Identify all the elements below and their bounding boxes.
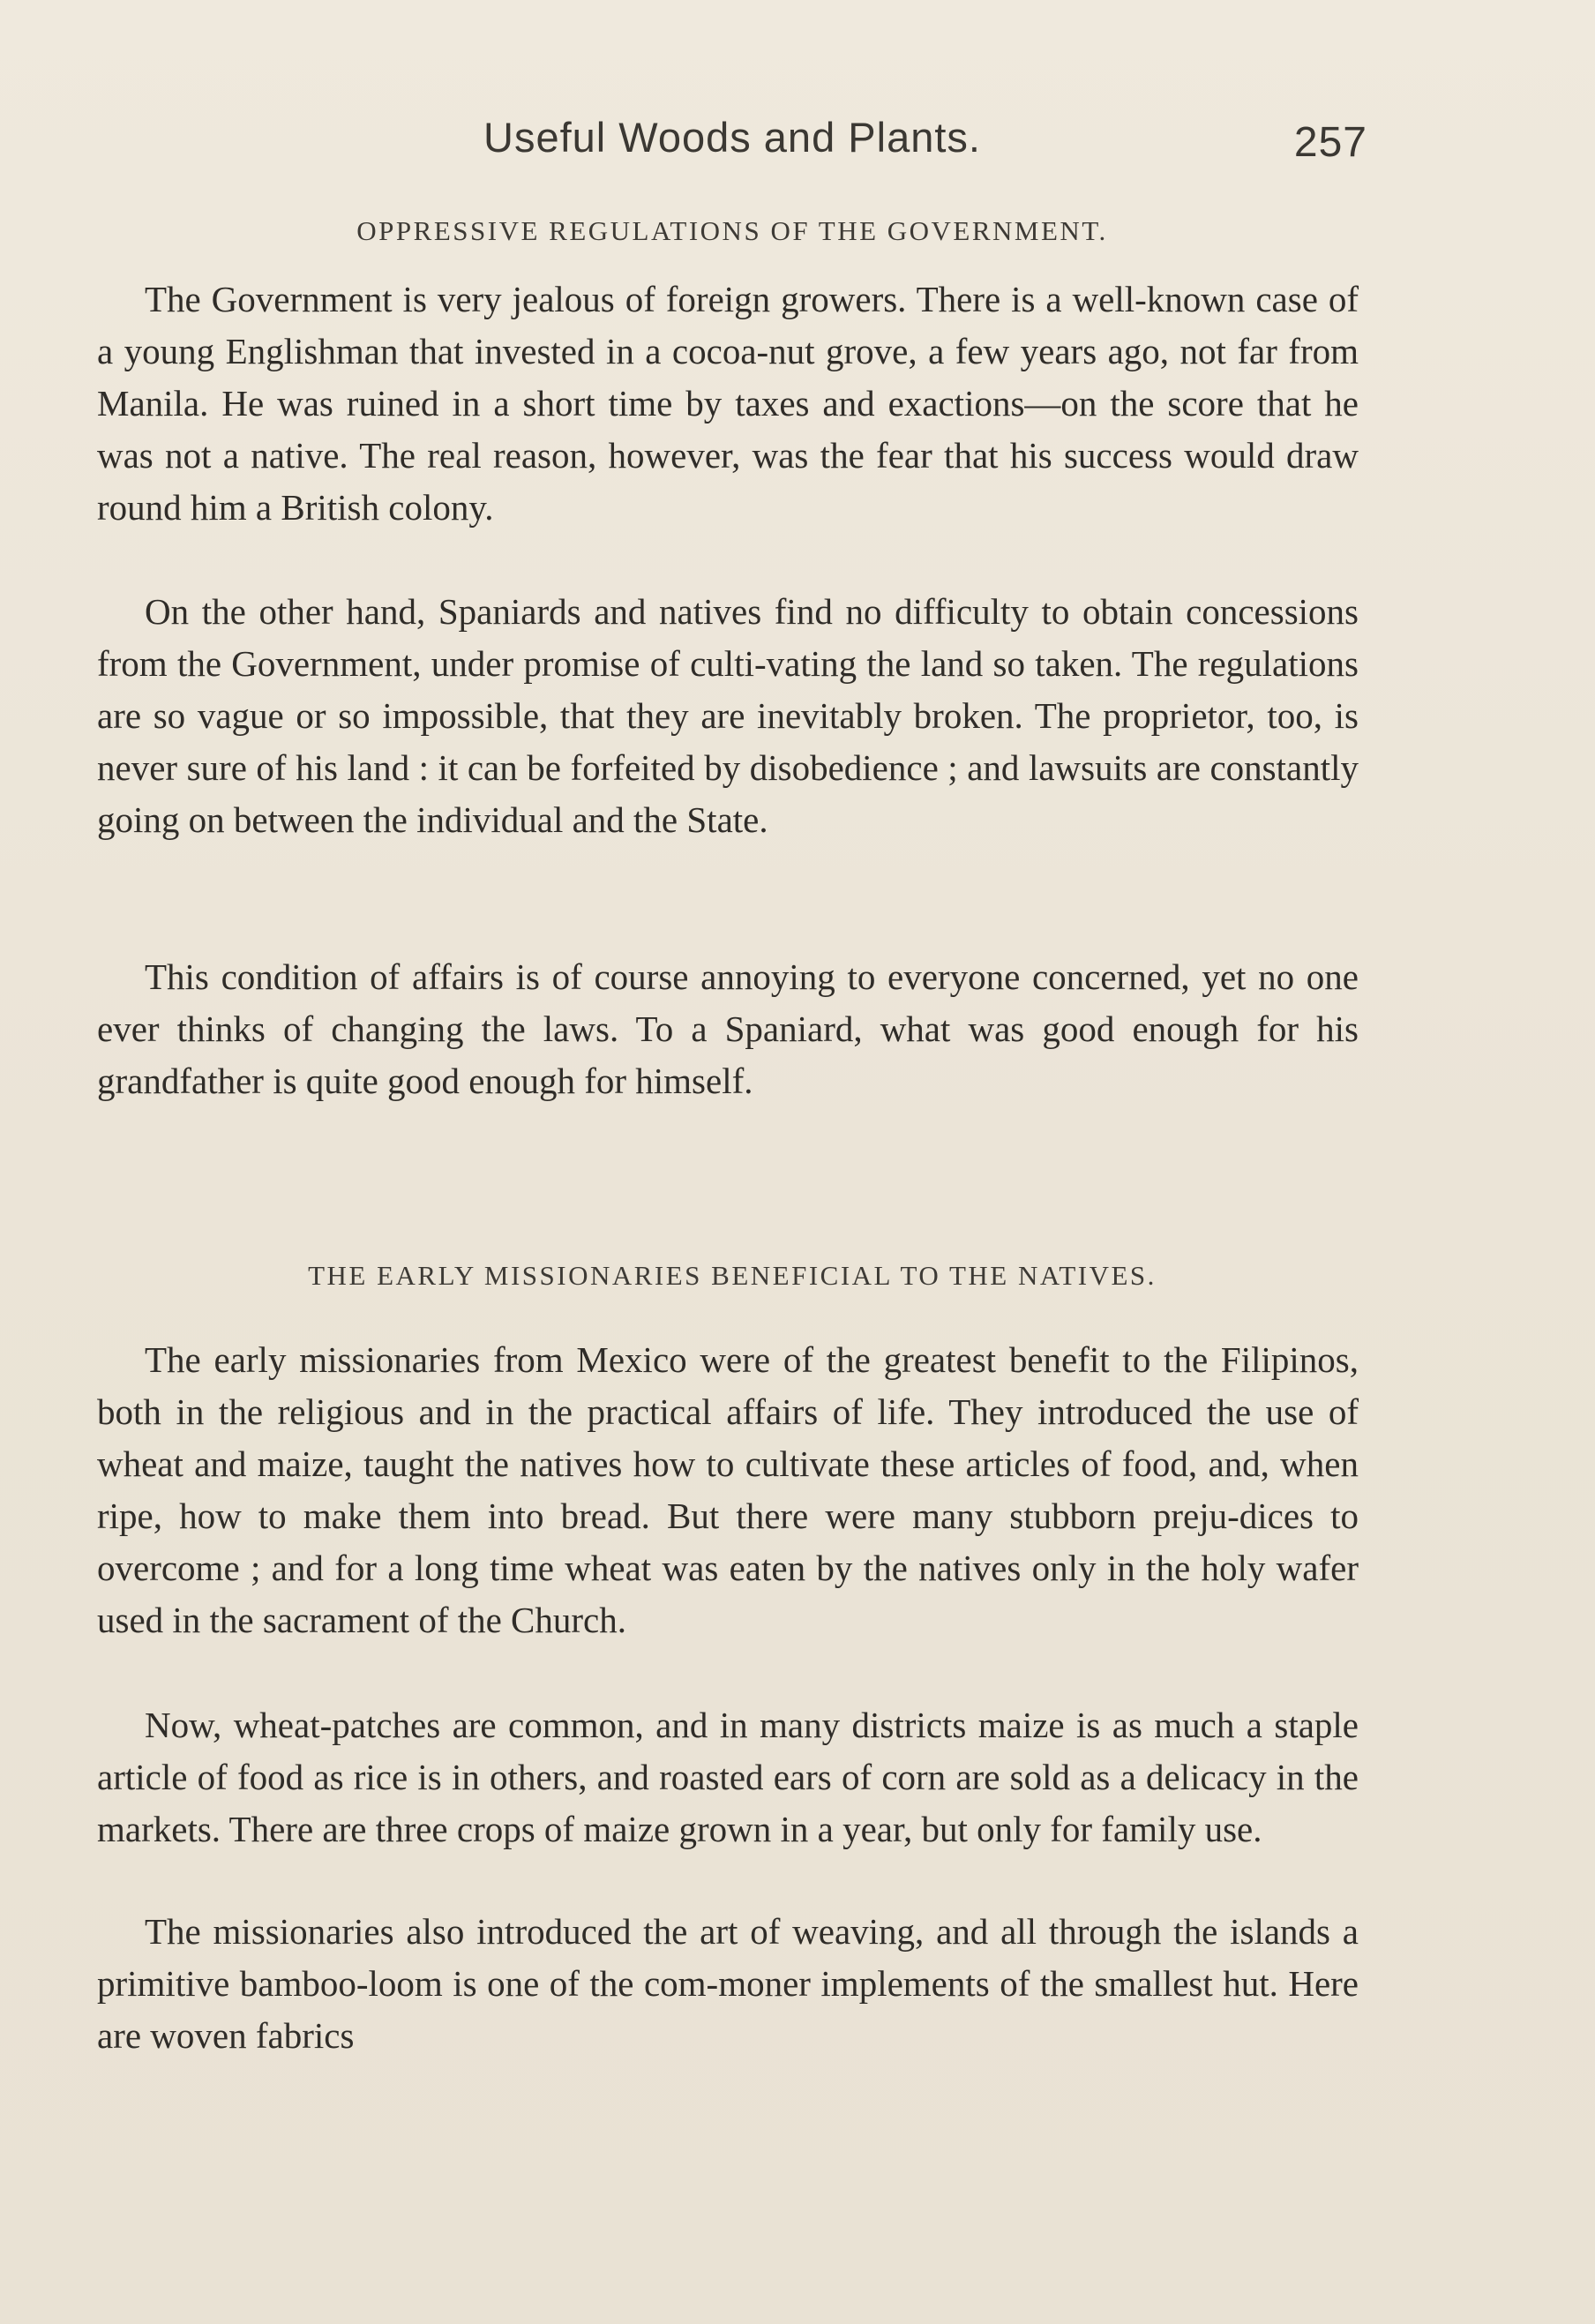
paragraph: The Government is very jealous of foreign growers. There is a well-known case of a young Englishman that invested in a cocoa-nut grove, a few years ago, not far from Manila. He was ruined in a short time by taxes and exactions—on the score that he was not a native. The real reason, however, was the fear that his success would draw round him a British colony. <box>97 279 1359 528</box>
section-heading: OPPRESSIVE REGULATIONS OF THE GOVERNMENT. <box>356 215 1108 246</box>
paragraph: This condition of affairs is of course annoying to everyone concerned, yet no one ever thinks of changing the laws. To a Spaniard, what was good enough for his grandfather is quite good enough for himself. <box>97 956 1359 1101</box>
page-number: 257 <box>1293 119 1367 166</box>
section-heading: THE EARLY MISSIONARIES BENEFICIAL TO THE NATIVES. <box>308 1260 1157 1291</box>
paragraph: Now, wheat-patches are common, and in many districts maize is as much a staple article of food as rice is in others, and roasted ears of corn are sold as a delicacy in the markets. There are three crops of maize grown in a year, but only for family use. <box>97 1705 1359 1849</box>
running-header <box>97 113 1367 166</box>
paragraph: The missionaries also introduced the art of weaving, and all through the islands a primitive bamboo-loom is one of the com-moner implements of the smallest hut. Here are woven fabrics <box>97 1911 1359 2056</box>
paragraph: On the other hand, Spaniards and natives find no difficulty to obtain concessions from the Government, under promise of culti-vating the land so taken. The regulations are so vague or so impossible, that they are inevitably broken. The proprietor, too, is never sure of his land : it can be forfeited by disobedience ; and lawsuits are constantly going on between the individual and the State. <box>97 591 1359 840</box>
running-title: Useful Woods and Plants. <box>483 114 981 161</box>
paragraph: The early missionaries from Mexico were of the greatest benefit to the Filipinos, both in the religious and in the practical affairs of life. They introduced the use of wheat and maize, taught the natives how to cultivate these articles of food, and, when ripe, how to make them into bread. But there were many stubborn preju-dices to overcome ; and for a long time wheat was eaten by the natives only in the holy wafer used in the sacrament of the Church. <box>97 1339 1359 1640</box>
